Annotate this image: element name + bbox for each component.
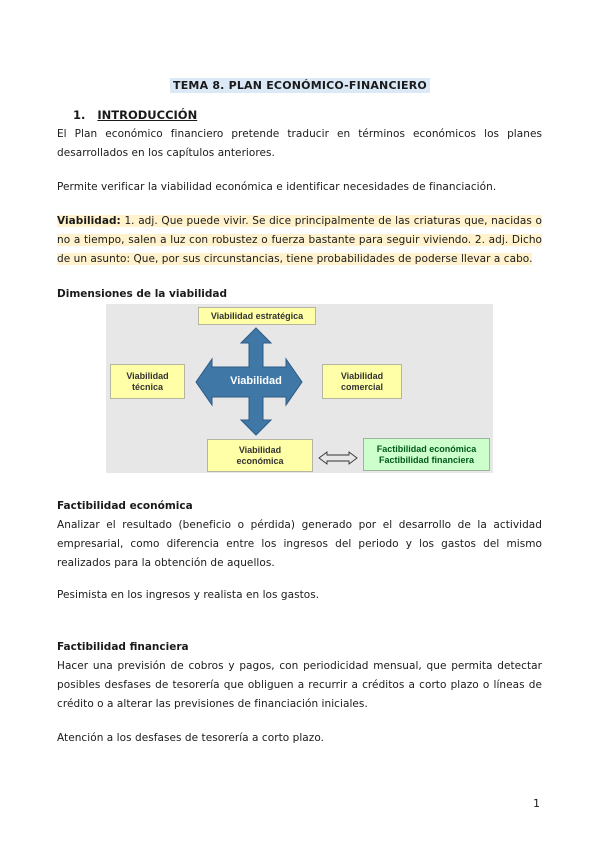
center-label: Viabilidad xyxy=(230,375,282,387)
box-factibilidad xyxy=(363,438,490,471)
definition-text: 1. adj. Que puede vivir. Se dice principalmente de las criaturas que, nacidas o no a tiempo, salen a luz con robustez o fuerza bastante para seguir viviendo. 2. adj. Dicho de un asunto: Que, por sus circunstancias, tiene probabilidades de poderse llevar a cabo. xyxy=(57,215,542,265)
definition-term: Viabilidad: xyxy=(57,215,121,227)
intro-paragraph: El Plan económico financiero pretende traducir en términos económicos los planes desarrollados en los capítulos anteriores. xyxy=(57,128,542,159)
title-text: TEMA 8. PLAN ECONÓMICO-FINANCIERO xyxy=(170,78,430,93)
box-right-line2: comercial xyxy=(340,381,384,392)
box-viabilidad-tecnica xyxy=(110,364,185,399)
document-title xyxy=(0,74,600,93)
section-heading xyxy=(73,108,197,122)
fact-econ-note: Pesimista en los ingresos y realista en los gastos. xyxy=(57,589,320,601)
definition-paragraph xyxy=(57,212,542,269)
section-label: INTRODUCCIÓN xyxy=(97,108,198,122)
viability-diagram xyxy=(106,304,493,473)
fact-fin-note: Atención a los desfases de tesorería a corto plazo. xyxy=(57,732,325,744)
fact-fin-paragraph: Hacer una previsión de cobros y pagos, con periodicidad mensual, que permita detectar posibles desfases de tesorería que obliguen a recurrir a créditos a corto plazo o líneas de crédito o a alterar las previsiones de financiación iniciales. xyxy=(57,660,542,710)
box-bottom-line1: Viabilidad xyxy=(238,444,282,455)
fact-econ-paragraph: Analizar el resultado (beneficio o pérdida) generado por el desarrollo de la actividad empresarial, como diferencia entre los ingresos del periodo y los gastos del mismo realizados para la obtención de aquellos. xyxy=(57,519,542,569)
fact-econ-heading: Factibilidad económica xyxy=(57,500,193,512)
dimensions-heading: Dimensiones de la viabilidad xyxy=(57,288,228,300)
double-arrow-icon xyxy=(319,452,357,464)
definition-highlight xyxy=(57,215,542,265)
box-viabilidad-economica xyxy=(207,439,313,472)
box-viabilidad-comercial xyxy=(322,364,402,399)
page-number: 1 xyxy=(533,797,540,810)
box-right-line1: Viabilidad xyxy=(340,370,384,381)
box-factibility-line2: Factibilidad financiera xyxy=(378,454,475,465)
box-left-line2: técnica xyxy=(131,381,164,392)
box-bottom-line2: económica xyxy=(236,455,284,466)
box-factibility-line1: Factibilidad económica xyxy=(376,443,477,454)
section-number: 1. xyxy=(73,108,86,122)
box-top-label: Viabilidad estratégica xyxy=(210,310,304,321)
fact-fin-heading: Factibilidad financiera xyxy=(57,641,189,653)
box-viabilidad-estrategica xyxy=(198,307,316,325)
box-left-line1: Viabilidad xyxy=(126,370,169,381)
verify-paragraph: Permite verificar la viabilidad económica e identificar necesidades de financiación. xyxy=(57,181,497,193)
